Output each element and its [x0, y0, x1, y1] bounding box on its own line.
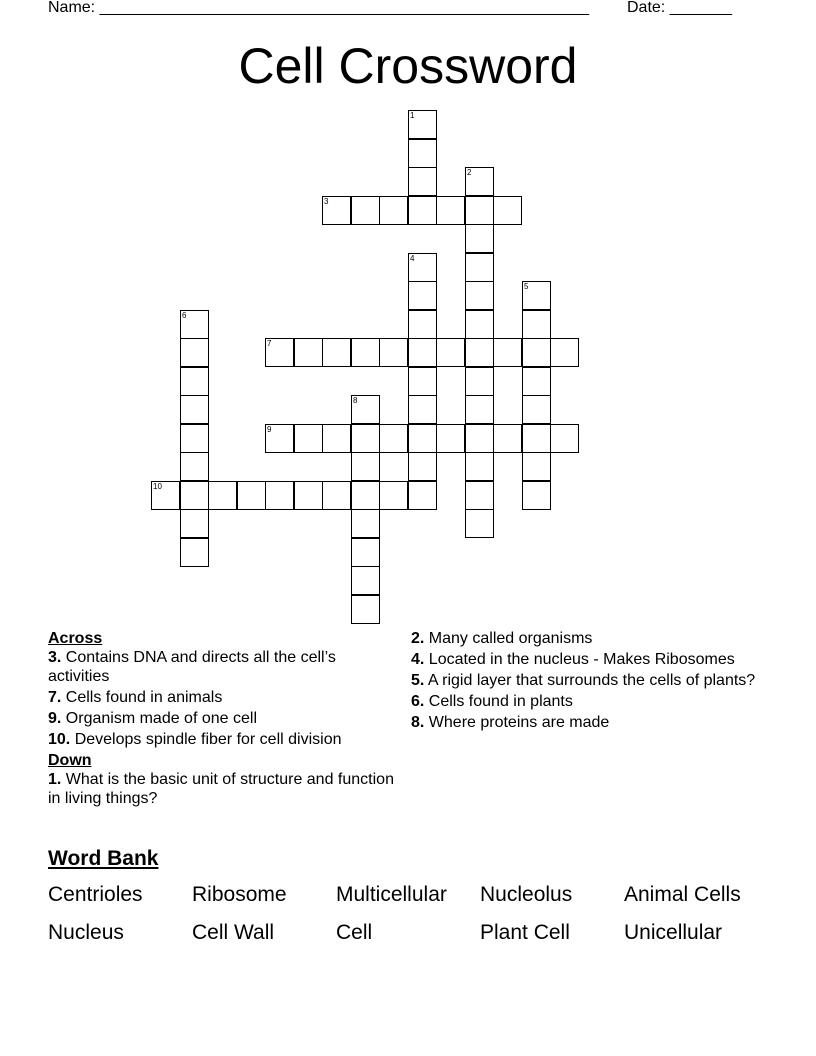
crossword-cell[interactable] — [180, 424, 209, 453]
crossword-cell[interactable] — [265, 481, 294, 510]
crossword-cell[interactable] — [322, 338, 351, 367]
page-title: Cell Crossword — [238, 38, 578, 94]
crossword-cell[interactable] — [465, 481, 494, 510]
clue-item — [411, 713, 761, 732]
crossword-cell[interactable] — [522, 452, 551, 481]
crossword-cell[interactable] — [180, 538, 209, 567]
word-bank-item: Nucleolus — [480, 883, 573, 906]
clue-number: 9 — [267, 425, 272, 434]
clue-item-text: Contains DNA and directs all the cell’s activities — [48, 649, 336, 685]
crossword-cell[interactable] — [322, 424, 351, 453]
clue-number: 5 — [524, 282, 529, 291]
crossword-cell[interactable] — [465, 395, 494, 424]
clue-item-text: Many called organisms — [424, 630, 593, 647]
clue-item-text: Cells found in animals — [61, 689, 223, 706]
crossword-cell[interactable] — [294, 481, 323, 510]
crossword-cell[interactable] — [493, 196, 522, 225]
crossword-cell[interactable] — [351, 196, 380, 225]
word-bank-item: Cell — [336, 921, 373, 944]
clue-item-number: 8. — [411, 714, 425, 731]
clue-item — [48, 648, 398, 686]
clue-number: 4 — [410, 254, 415, 263]
across-heading: Across — [48, 630, 103, 647]
clue-item — [411, 650, 761, 669]
crossword-cell[interactable] — [408, 424, 437, 453]
word-bank-item: Centrioles — [48, 883, 143, 906]
crossword-cell[interactable] — [180, 452, 209, 481]
clues-section — [48, 629, 768, 829]
crossword-cell[interactable] — [408, 139, 437, 168]
crossword-cell[interactable] — [294, 338, 323, 367]
word-bank-item: Plant Cell — [480, 921, 570, 944]
clue-item-text: Cells found in plants — [424, 693, 573, 710]
clue-item-number: 4. — [411, 651, 425, 668]
clue-item-text: Develops spindle fiber for cell division — [70, 731, 342, 748]
crossword-cell[interactable] — [465, 253, 494, 282]
clue-item-number: 7. — [48, 689, 62, 706]
clue-item-text: Located in the nucleus - Makes Ribosomes — [424, 651, 735, 668]
crossword-cell[interactable] — [180, 310, 209, 339]
clues-right-column — [411, 629, 761, 734]
crossword-cell[interactable] — [522, 395, 551, 424]
clue-number: 7 — [267, 339, 272, 348]
crossword-cell[interactable] — [180, 481, 209, 510]
crossword-cell[interactable] — [351, 424, 380, 453]
crossword-cell[interactable] — [550, 338, 579, 367]
crossword-cell[interactable] — [408, 367, 437, 396]
crossword-cell[interactable] — [465, 452, 494, 481]
crossword-cell[interactable] — [151, 481, 180, 510]
crossword-cell[interactable] — [265, 338, 294, 367]
clue-item-number: 5. — [411, 672, 425, 689]
clue-item — [411, 671, 761, 690]
crossword-cell[interactable] — [265, 424, 294, 453]
clues-left-column — [48, 629, 398, 810]
crossword-cell[interactable] — [465, 281, 494, 310]
word-bank-title: Word Bank — [48, 847, 159, 870]
clue-item-number: 3. — [48, 649, 62, 666]
crossword-cell[interactable] — [522, 310, 551, 339]
crossword-cell[interactable] — [237, 481, 266, 510]
word-bank-item: Cell Wall — [192, 921, 275, 944]
clue-number: 6 — [182, 311, 187, 320]
word-bank — [48, 882, 768, 946]
clue-item-number: 1. — [48, 771, 62, 788]
word-bank-item: Animal Cells — [624, 883, 741, 906]
crossword-cell[interactable] — [408, 167, 437, 196]
crossword-cell[interactable] — [408, 110, 437, 139]
crossword-cell[interactable] — [522, 338, 551, 367]
crossword-cell[interactable] — [465, 338, 494, 367]
clue-item-number: 2. — [411, 630, 425, 647]
word-bank-item: Nucleus — [48, 921, 124, 944]
crossword-cell[interactable] — [208, 481, 237, 510]
crossword-cell[interactable] — [408, 253, 437, 282]
word-bank-item: Ribosome — [192, 883, 287, 906]
crossword-cell[interactable] — [408, 452, 437, 481]
clue-number: 1 — [410, 111, 415, 120]
crossword-cell[interactable] — [522, 367, 551, 396]
crossword-cell[interactable] — [522, 281, 551, 310]
crossword-cell[interactable] — [180, 367, 209, 396]
crossword-cell[interactable] — [322, 481, 351, 510]
crossword-cell[interactable] — [408, 281, 437, 310]
crossword-cell[interactable] — [408, 196, 437, 225]
crossword-cell[interactable] — [351, 595, 380, 624]
crossword-cell[interactable] — [436, 196, 465, 225]
crossword-cell[interactable] — [465, 224, 494, 253]
crossword-cell[interactable] — [465, 167, 494, 196]
crossword-cell[interactable] — [379, 196, 408, 225]
clue-number: 2 — [467, 168, 472, 177]
crossword-cell[interactable] — [493, 338, 522, 367]
crossword-cell[interactable] — [351, 538, 380, 567]
crossword-cell[interactable] — [322, 196, 351, 225]
word-bank-item: Unicellular — [624, 921, 723, 944]
crossword-cell[interactable] — [436, 424, 465, 453]
clue-item-number: 6. — [411, 693, 425, 710]
crossword-cell[interactable] — [180, 338, 209, 367]
crossword-cell[interactable] — [351, 452, 380, 481]
crossword-cell[interactable] — [465, 310, 494, 339]
clue-number: 3 — [324, 197, 329, 206]
clue-item-text: A rigid layer that surrounds the cells of plants? — [424, 672, 756, 689]
crossword-cell[interactable] — [379, 481, 408, 510]
crossword-cell[interactable] — [465, 196, 494, 225]
crossword-cell[interactable] — [408, 481, 437, 510]
down-heading: Down — [48, 752, 92, 769]
crossword-cell[interactable] — [522, 481, 551, 510]
crossword-cell[interactable] — [550, 424, 579, 453]
crossword-cell[interactable] — [465, 367, 494, 396]
crossword-cell[interactable] — [465, 424, 494, 453]
crossword-cell[interactable] — [351, 509, 380, 538]
clue-item-text: Organism made of one cell — [61, 710, 257, 727]
clue-item — [48, 709, 398, 728]
clue-item — [48, 730, 398, 749]
crossword-cell[interactable] — [180, 509, 209, 538]
crossword-cell[interactable] — [351, 395, 380, 424]
word-bank-item: Multicellular — [336, 883, 447, 906]
crossword-cell[interactable] — [436, 338, 465, 367]
clue-item-number: 10. — [48, 731, 71, 748]
crossword-cell[interactable] — [379, 424, 408, 453]
crossword-cell[interactable] — [493, 424, 522, 453]
clue-item — [48, 688, 398, 707]
clue-number: 10 — [153, 482, 162, 491]
crossword-cell[interactable] — [351, 566, 380, 595]
crossword-cell[interactable] — [408, 310, 437, 339]
name-field[interactable]: Name: _______________________________________________________ — [48, 0, 589, 16]
clue-item — [48, 770, 398, 808]
clue-item-text: What is the basic unit of structure and function in living things? — [48, 771, 394, 807]
date-field[interactable]: Date: _______ — [627, 0, 732, 16]
crossword-cell[interactable] — [465, 509, 494, 538]
crossword-cell[interactable] — [379, 338, 408, 367]
crossword-cell[interactable] — [408, 338, 437, 367]
clue-item — [411, 629, 761, 648]
clue-item-text: Where proteins are made — [424, 714, 610, 731]
crossword-cell[interactable] — [180, 395, 209, 424]
crossword-cell[interactable] — [351, 481, 380, 510]
clue-item — [411, 692, 761, 711]
crossword-cell[interactable] — [522, 424, 551, 453]
clue-number: 8 — [353, 396, 358, 405]
crossword-cell[interactable] — [408, 395, 437, 424]
crossword-cell[interactable] — [294, 424, 323, 453]
clue-item-number: 9. — [48, 710, 62, 727]
crossword-cell[interactable] — [351, 338, 380, 367]
